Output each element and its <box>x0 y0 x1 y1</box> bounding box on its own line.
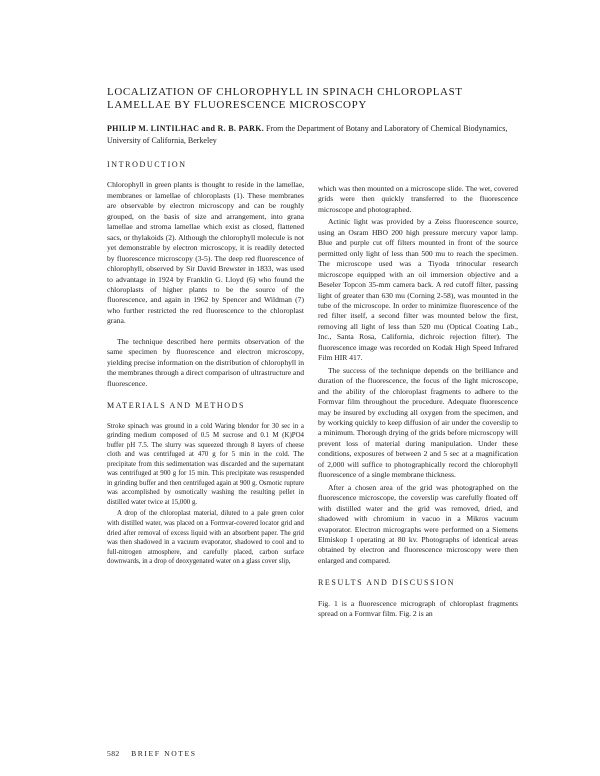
electron-microscopy-paragraph: After a chosen area of the grid was photographed on the fluorescence microscope, the coverslip was carefully floated off with distilled water and the grid was removed, dried, and shadowed with chromium in vacuo in a Mikros vacuum evaporator. Electron micrographs were performed on a Siemens Elmiskop I operating at 80 kv. Photographs of identical areas obtained by electron and fluorescence microscopy were then enlarged and compared. <box>318 482 518 565</box>
author-affiliation: From the Department of Botany and Laboratory of Chemical Biodynamics, University of California, Berkeley <box>107 124 508 145</box>
page-number: 582 <box>107 749 120 758</box>
intro-paragraph-1: Chlorophyll in green plants is thought to reside in the lamellae, membranes or lamellae of chloroplasts (1). These membranes are observable by electron microscopy and can be roughly grouped, on the basis of size and arrangement, into grana lamellae and stroma lamellae which exist as closed, flattened sacs, or thylakoids (2). Although the chlorophyll molecule is not yet demonstrable by electron microscopy, it is readily detected by fluorescence microscopy (3-5). The deep red fluorescence of chlorophyll, observed by Sir David Brewster in 1833, was used to advantage in 1924 by Franklin G. Lloyd (6) who found the chloroplasts of higher plants to be the source of the fluorescence, and again in 1962 by Spencer and Wildman (7) who further restricted the red fluorescence to the chloroplast grana. <box>107 180 304 326</box>
introduction-heading: INTRODUCTION <box>107 160 187 169</box>
technique-paragraph: The success of the technique depends on the brilliance and duration of the fluorescence, the focus of the light microscope, and the ability of the chloroplast fragments to adhere to the Formvar film throughout the procedure. Adequate fluorescence may be insured by excluding all oxygen from the specimen, and by working quickly to keep diffusion of air under the coverslip to a minimum. Thorough drying of the grids before microscopy will prevent loss of material during manipulation. Under these conditions, exposures of between 2 and 5 sec at a magnification of 2,000 will suffice to photographically record the chlorophyll fluorescence of a single membrane thickness. <box>318 365 518 480</box>
author-line <box>107 123 517 147</box>
light-source-paragraph: Actinic light was provided by a Zeiss fluorescence source, using an Osram HBO 200 high pressure mercury vapor lamp. Blue and purple cut off filters mounted in front of the source permitted only light of less than 500 mu to reach the specimen. The microscope used was a Tiyoda trinocular research microscope equipped with an oil immersion objective and a Beseler Topcon 35-mm camera back. A red cutoff filter, passing light of greater than 630 mu (Corning 2-58), was mounted in the tube of the microscope. In order to minimize fluorescence of the red filter itself, a second filter was mounted below the first, removing all light of less than 520 mu (Optical Coating Lab., Inc., Santa Rosa, California, dichroic rejection filter). The fluorescence image was recorded on Kodak High Speed Infrared Film HIR 417. <box>318 217 518 363</box>
results-paragraph-1: Fig. 1 is a fluorescence micrograph of chloroplast fragments spread on a Formvar film. Fig. 2 is an <box>318 598 518 619</box>
methods-continued-paragraph: which was then mounted on a microscope slide. The wet, covered grids were then quickly transferred to the fluorescence microscope and photographed. <box>318 184 518 214</box>
intro-paragraph-2: The technique described here permits observation of the same specimen by fluorescence and electron microscopy, yielding precise information on the distribution of chlorophyll in the membranes through a direct comparison of ultrastructure and fluorescence. <box>107 336 304 388</box>
article-title: LOCALIZATION OF CHLOROPHYLL IN SPINACH CHLOROPLAST LAMELLAE BY FLUORESCENCE MICROSCOPY <box>107 86 463 111</box>
left-column <box>107 160 304 567</box>
results-heading: RESULTS AND DISCUSSION <box>318 578 456 588</box>
methods-body <box>107 422 304 567</box>
methods-paragraph-2: A drop of the chloroplast material, diluted to a pale green color with distilled water, was placed on a Formvar-covered locator grid and dried after removal of excess liquid with an absorbent paper. The grid was then shadowed in a vacuum evaporator, shadowed to cool and to full-nitrogen atmosphere, and carefully placed, carbon surface downwards, in a drop of deoxygenated water on a glass cover slip, <box>107 510 304 566</box>
running-head: BRIEF NOTES <box>131 749 197 758</box>
page-footer <box>107 749 197 758</box>
right-column <box>318 184 518 620</box>
methods-paragraph-1: Stroke spinach was ground in a cold Waring blendor for 30 sec in a grinding medium composed of 0.5 M sucrose and 0.1 M (K)PO4 buffer pH 7.5. The slurry was squeezed through 8 layers of cheese cloth and was centrifuged at 470 g for 5 min in the cold. The precipitate from this sedimentation was discarded and the supernatant was centrifuged at 900 g for 15 min. This precipitate was resuspended in grinding buffer and then centrifuged again at 900 g. Osmotic rupture was accomplished by osmotically washing the resulting pellet in distilled water twice at 15,000 g. <box>107 422 304 506</box>
methods-heading: MATERIALS AND METHODS <box>107 401 246 411</box>
author-names: PHILIP M. LINTILHAC and R. B. PARK. <box>107 124 265 133</box>
